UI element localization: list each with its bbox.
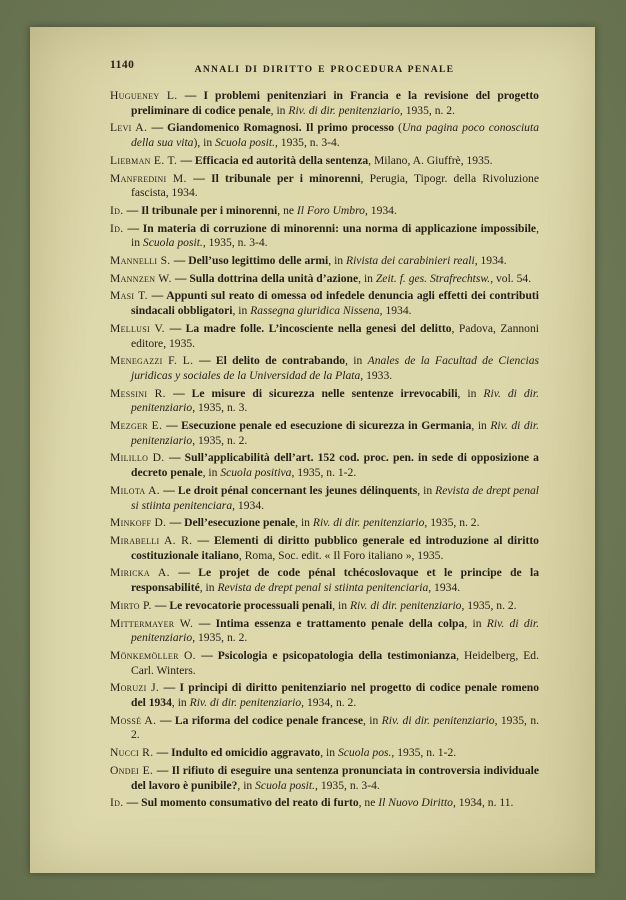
citation-detail: , 1933. [360,368,393,382]
author-name: Nucci R. [110,746,157,760]
publication-name: Scuola positiva [220,466,292,480]
publication-name: Revista de drept penal si stiinta penitenciara [131,483,540,512]
running-title: ANNALI DI DIRITTO E PROCEDURA PENALE [194,64,455,75]
author-name: Id. [110,796,127,810]
page-number: 1140 [110,59,135,71]
author-name: Mezger E. [110,419,167,433]
author-name: Manfredini M. [110,171,194,185]
citation-detail: , in [464,616,487,630]
work-title: — I problemi penitenziari in Francia e la revisione del progetto preliminare di codice penale [131,89,539,117]
work-title: — Appunti sul reato di omessa od infedele denuncia agli effetti dei contributi sindacali obbligatori [131,289,539,318]
publication-name: Rassegna giuridica Nissena [250,304,380,318]
bibliography-entry [110,204,539,219]
author-name: Mellusi V. [110,321,170,335]
work-title: — Elementi di diritto pubblico generale ed introduzione al diritto costituzionale italiano [131,533,539,562]
author-name: Mirabelli A. R. [110,533,198,547]
work-title: — El delito de contrabando [198,354,346,368]
citation-detail: , in [232,304,251,318]
publication-name: Riv. di dir. penitenziario [288,103,400,117]
author-name: Milota A. [110,483,164,497]
bibliography-entry [110,746,539,761]
citation-detail: , in [471,419,491,433]
citation-detail: , 1935, n. 1-2. [391,746,457,760]
citation-detail: , 1935, n. 3-4. [315,778,380,792]
bibliography-entry [110,649,539,678]
bibliography-entry [110,764,539,793]
bibliography-entry [110,796,539,811]
citation-detail: , 1934. [474,254,507,268]
citation-detail: , Padova, Zannoni editore, 1935. [131,321,539,350]
citation-detail: , 1934. [379,304,412,318]
author-name: Messini R. [110,386,174,400]
citation-detail: , in [202,466,221,480]
work-title: — Il tribunale per i minorenni [193,171,361,185]
work-title: — In materia di corruzione di minorenni: una norma di applicazione impossibile [127,221,537,235]
publication-name: Riv. di dir. penitenziario [131,386,539,415]
publication-name: Il Nuovo Diritto [378,796,453,810]
bibliography-entry [110,714,539,743]
work-title: — Esecuzione penale ed esecuzione di sicurezza in Germania [166,419,472,433]
book-page [30,27,595,873]
publication-name: Scuola posit. [255,778,316,792]
work-title: — Le revocatorie processuali penali [154,598,333,612]
work-title: — Il tribunale per i minorenni [126,203,278,217]
work-title: — Dell’esecuzione penale [169,516,296,530]
citation-detail: , in [131,221,539,250]
citation-detail: , 1935, n. 2. [399,103,455,117]
citation-detail: , 1935, n. 2. [424,516,480,530]
bibliography-entry [110,272,539,287]
citation-detail: , 1935, n. 2. [192,631,248,645]
author-name: Mossé A. [110,713,160,727]
citation-detail: , Heidelberg, Ed. Carl. Winters. [131,648,539,677]
work-title: — Giandomenico Romagnosi. Il primo processo [151,121,395,135]
author-name: Masi T. [110,289,152,303]
page-header [110,59,539,74]
citation-detail: , Milano, A. Giuffrè, 1935. [368,153,493,167]
bibliography-entry [110,222,539,251]
citation-detail: , in [270,103,289,117]
citation-detail: , 1934. [364,203,397,217]
author-name: Hugueney L. [110,89,185,102]
citation-detail: , in [171,696,190,710]
citation-detail: , vol. 54. [490,271,532,285]
citation-detail: , ne [277,203,297,217]
publication-name: Riv. di dir. penitenziario [131,419,539,447]
work-title: — Sulla dottrina della unità d’azione [174,271,359,285]
citation-detail: , Perugia, Tipogr. della Rivoluzione fascista, 1934. [131,171,539,200]
citation-detail: , in [345,354,368,368]
bibliography-entry [110,154,539,169]
publication-name: Riv. di dir. penitenziario [381,713,495,727]
work-title: — Dell’uso legittimo delle armi [173,254,329,268]
bibliography-entry [110,354,539,383]
author-name: Id. [110,221,128,235]
bibliography-entry [110,566,539,595]
citation-detail: , in [320,746,338,760]
work-title: — Sul momento consumativo del reato di furto [126,796,359,810]
bibliography-entry [110,534,539,563]
work-title: — Intima essenza e trattamento penale della colpa [198,616,465,630]
bibliography-entry [110,681,539,710]
citation-detail: , 1935, n. 1-2. [291,466,357,480]
bibliography-entry [110,322,539,351]
author-name: Moruzi J. [110,681,164,695]
publication-name: Riv. di dir. penitenziario [349,598,462,612]
bibliography-entry [110,387,539,416]
bibliography-list [110,89,539,811]
work-title: — La riforma del codice penale francese [159,713,364,727]
work-title: — Sull’applicabilità dell’art. 152 cod. proc. pen. in sede di opposizione a decreto penale [131,451,539,480]
citation-detail: , 1935, n. 3-4. [202,236,268,250]
citation-detail: , 1935, n. 2. [131,713,540,742]
work-title: — Le droit pénal concernant les jeunes délinquents [163,483,418,497]
bibliography-entry [110,172,539,201]
publication-name: Scuola posit. [215,136,275,150]
citation-detail: , in [328,254,346,268]
citation-detail: , 1934. [428,581,461,595]
publication-name: Riv. di dir. penitenziario [312,516,425,530]
citation-detail: , 1934, n. 11. [452,796,514,810]
bibliography-entry [110,451,539,480]
author-name: Milillo D. [110,451,169,465]
citation-detail: , ne [358,796,379,810]
author-name: Levi A. [110,121,152,135]
publication-name: Revista de drept penal si stiinta penitenciaria [217,581,429,595]
author-name: Miricka A. [110,566,179,580]
work-title: — Il rifiuto di eseguire una sentenza pronunciata in controversia individuale del lavoro è punibile? [131,763,539,792]
bibliography-entry [110,419,539,448]
citation-detail: , in [199,581,218,595]
author-name: Liebman E. T. [110,153,181,167]
author-name: Mönkemöller O. [110,648,202,662]
work-title: — I principi di diritto penitenziario nel progetto di codice penale romeno del 1934 [131,681,539,710]
citation-detail: , in [417,483,436,497]
bibliography-entry [110,617,539,646]
citation-detail: ), in [193,136,216,150]
publication-name: Zeit. f. ges. Strafrechtsw. [375,271,491,285]
bibliography-entry [110,484,539,513]
work-title: — La madre folle. L’incosciente nella genesi del delitto [169,321,452,335]
work-title: — Indulto ed omicidio aggravato [156,746,321,760]
work-title: — Le projet de code pénal tchécoslovaque et le principe de la responsabilité [131,566,539,595]
work-title: — Le misure di sicurezza nelle sentenze irrevocabili [173,386,458,400]
bibliography-entry [110,516,539,531]
citation-detail: , 1934, n. 2. [301,696,357,710]
citation-detail: , 1935, n. 2. [461,598,517,612]
publication-name: Riv. di dir. penitenziario [131,616,539,645]
bibliography-entry [110,289,539,318]
bibliography-entry [110,599,539,614]
citation-detail: , 1935, n. 3-4. [274,136,340,150]
publication-name: Una pagina poco conosciuta della sua vita [131,121,539,150]
publication-name: Anales de la Facultad de Ciencias juridicas y sociales de la Universidad de la Plata [131,354,539,382]
work-title: — Psicologia e psicopatologia della testimonianza [201,648,457,662]
author-name: Mannzen W. [110,271,175,285]
publication-name: Scuola posit. [142,236,203,250]
citation-detail: , in [295,516,313,530]
author-name: Id. [110,203,127,217]
citation-detail: , in [332,598,350,612]
author-name: Minkoff D. [110,516,170,530]
citation-detail: , 1934. [232,498,265,512]
author-name: Mittermayer W. [110,616,199,630]
citation-detail: , in [237,778,256,792]
author-name: Menegazzi F. L. [110,354,199,368]
publication-name: Rivista dei carabinieri reali [346,254,475,268]
publication-name: Scuola pos. [337,746,392,760]
author-name: Mirto P. [110,598,155,612]
bibliography-entry [110,254,539,269]
citation-detail: , Roma, Soc. edit. « Il Foro italiano », 1935. [238,548,444,562]
citation-detail: , in [358,271,376,285]
author-name: Mannelli S. [110,254,174,268]
citation-detail: , 1935, n. 2. [192,433,248,447]
work-title: — Efficacia ed autorità della sentenza [180,153,369,167]
publication-name: Riv. di dir. penitenziario [189,696,302,710]
citation-detail: , in [457,386,484,400]
bibliography-entry [110,89,539,118]
citation-detail: ( [394,121,402,135]
citation-detail: , in [363,713,382,727]
author-name: Ondei E. [110,763,157,777]
citation-detail: , 1935, n. 3. [192,401,248,415]
publication-name: Il Foro Umbro [296,203,365,217]
bibliography-entry [110,121,539,150]
